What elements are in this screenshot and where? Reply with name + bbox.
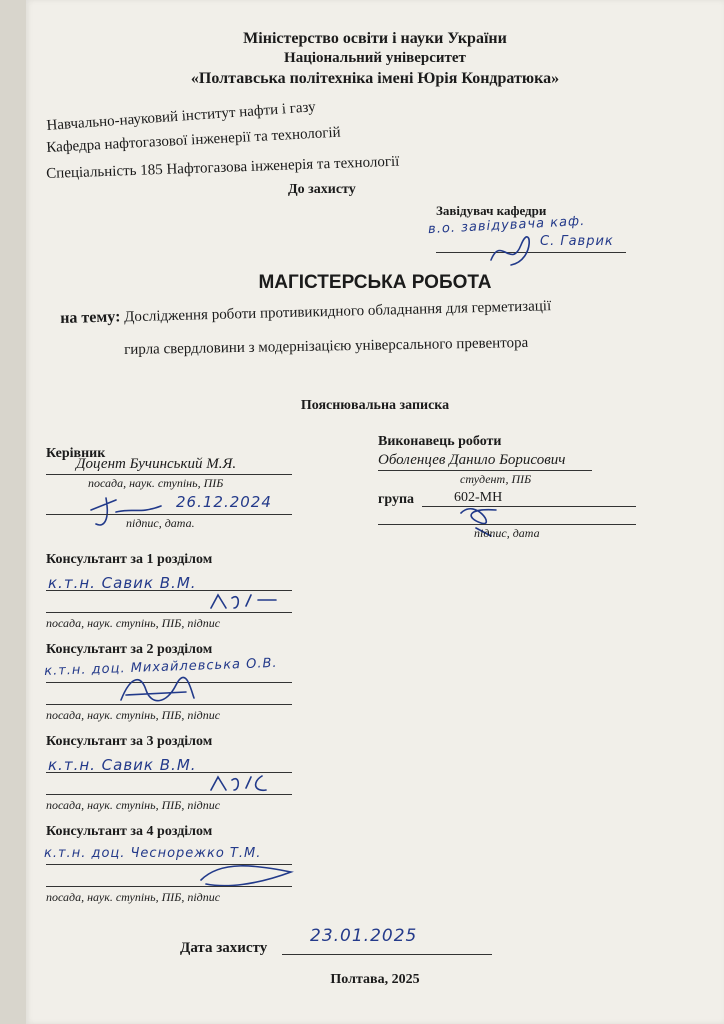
specialty-line: Спеціальність 185 Нафтогазова інженерія та технології: [46, 153, 400, 182]
supervisor-sign-line: [46, 514, 292, 515]
defense-date-label: Дата захисту: [180, 940, 268, 956]
group-value: 602-МН: [454, 490, 503, 505]
supervisor-name: Доцент Бучинський М.Я.: [76, 456, 237, 472]
topic-line-2: гирла свердловини з модернізацією універсального превентора: [124, 334, 529, 358]
university-type: Національний університет: [284, 50, 466, 66]
topic-line-1: Дослідження роботи противикидного обладнання для герметизації: [123, 298, 552, 326]
consultant-4-line-2: [46, 886, 292, 887]
consultant-2-caption: посада, наук. ступінь, ПІБ, підпис: [46, 708, 221, 722]
defense-date-line: [282, 954, 492, 955]
executor-name-line: [378, 470, 592, 471]
head-signature: [481, 230, 541, 270]
consultant-3-handwriting: к.т.н. Савик В.М.: [48, 756, 197, 774]
consultant-1-handwriting: к.т.н. Савик В.М.: [48, 574, 197, 592]
consultant-2-handwriting: к.т.н. доц. Михайлевська О.В.: [44, 655, 278, 679]
defense-date-value: 23.01.2025: [310, 926, 418, 946]
consultant-1-label: Консультант за 1 розділом: [46, 552, 213, 567]
explanatory-note-label: Пояснювальна записка: [300, 398, 450, 413]
head-handwriting-name: С. Гаврик: [540, 234, 614, 249]
executor-sign-line: [378, 524, 636, 525]
supervisor-date: 26.12.2024: [176, 493, 272, 511]
city-year: Полтава, 2025: [330, 972, 420, 987]
consultant-3-caption: посада, наук. ступінь, ПІБ, підпис: [46, 798, 221, 812]
ministry-title: Міністерство освіти і науки України: [243, 30, 507, 47]
supervisor-name-line: [46, 474, 292, 475]
consultant-1-caption: посада, наук. ступінь, ПІБ, підпис: [46, 616, 221, 630]
to-defense-label: До захисту: [288, 182, 356, 197]
group-label: група: [378, 492, 415, 507]
executor-label: Виконавець роботи: [378, 434, 502, 449]
university-name: «Полтавська політехніка імені Юрія Кондратюка»: [190, 70, 560, 87]
executor-name: Оболенцев Данило Борисович: [378, 452, 566, 468]
consultant-4-label: Консультант за 4 розділом: [46, 824, 213, 839]
consultant-4-caption: посада, наук. ступінь, ПІБ, підпис: [46, 890, 221, 904]
group-line: [422, 506, 636, 507]
topic-prefix: на тему:: [60, 308, 121, 327]
supervisor-caption-position: посада, наук. ступінь, ПІБ: [88, 476, 224, 490]
supervisor-label: Керівник: [46, 446, 106, 461]
supervisor-caption-sign: підпис, дата.: [126, 516, 195, 530]
consultant-3-label: Консультант за 3 розділом: [46, 734, 213, 749]
consultant-3-line-2: [46, 794, 292, 795]
consultant-2-line-2: [46, 704, 292, 705]
executor-caption-student: студент, ПІБ: [460, 472, 532, 486]
chair-line: Кафедра нафтогазової інженерії та технологій: [46, 124, 342, 156]
executor-caption-sign: підпис, дата: [474, 526, 540, 540]
head-label: Завідувач кафедри: [436, 203, 547, 218]
consultant-1-line-2: [46, 612, 292, 613]
document-page: [26, 0, 724, 1024]
institute-line: Навчально-науковий інститут нафти і газу: [46, 99, 317, 134]
head-handwriting-position: в.о. завідувача каф.: [427, 213, 586, 238]
consultant-2-label: Консультант за 2 розділом: [46, 642, 213, 657]
consultant-4-handwriting: к.т.н. доц. Чеснорежко Т.М.: [44, 846, 262, 861]
work-title: МАГІСТЕРСЬКА РОБОТА: [258, 272, 492, 293]
